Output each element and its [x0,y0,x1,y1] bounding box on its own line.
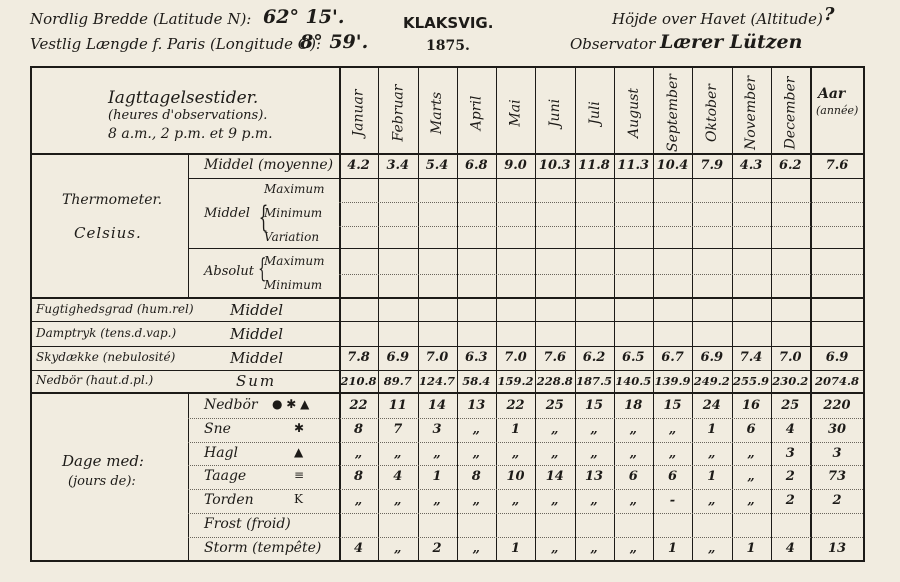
value-cell: 1 [667,540,678,556]
value-cell: 10.3 [538,158,571,173]
cloud-label: Skydække (nebulosité) [36,350,176,364]
value-cell: „ [394,493,402,509]
value-cell: 15 [584,398,604,413]
value-cell: 10.4 [656,158,689,173]
longitude-value: 8° 59'. [300,31,369,53]
month-header [419,72,457,154]
value-cell: „ [629,493,637,509]
value-cell: 13 [584,469,604,485]
month-header [693,72,731,154]
value-cell: 11.3 [617,158,650,173]
value-cell: 2 [832,493,842,509]
month-label: Juli [586,101,603,125]
value-cell: 4 [785,421,795,437]
month-header [458,72,496,154]
precip-label: Nedbör (haut.d.pl.) [36,373,154,387]
value-cell: „ [747,493,755,509]
value-cell: 8 [353,421,364,437]
value-cell: 2 [432,540,442,556]
value-cell: „ [629,421,637,437]
row-divider [188,537,863,538]
value-cell: 1 [432,469,442,485]
value-cell: 6.7 [661,350,684,365]
latitude-value: 62° 15'. [263,6,345,28]
minimum-label: Minimum [264,206,323,220]
month-label: Juni [547,98,564,128]
value-cell: 2 [785,493,795,509]
value-cell: 3 [432,421,442,437]
observer-value: Lærer Lützen [660,31,803,53]
value-cell: 228.8 [536,374,573,388]
month-header [536,72,574,154]
value-cell: 7.9 [700,158,724,173]
value-cell: „ [629,445,637,461]
year-column-sub: (année) [816,104,859,117]
value-cell: 6.9 [700,350,724,365]
value-cell: „ [747,469,755,485]
value-cell: „ [551,445,559,461]
value-cell: 73 [827,469,847,485]
value-cell: 58.4 [462,374,491,388]
vapour-middel: Middel [230,325,284,343]
weather-symbol-icon: ✱ [294,420,305,435]
value-cell: „ [472,540,480,556]
altitude-label: Höjde over Havet (Altitude) [612,10,823,28]
value-cell: 2 [785,469,795,485]
row-divider [188,442,863,443]
value-cell: „ [590,421,598,437]
value-cell: 1 [510,540,521,556]
cloud-middel: Middel [230,349,284,367]
day-row-label: Taage [204,468,247,485]
value-cell: 159.2 [497,374,534,388]
value-cell: „ [668,421,677,437]
variation-label: Variation [264,230,320,244]
value-cell: 6 [667,469,678,485]
row-divider [188,489,863,490]
month-header [733,72,771,154]
row-divider [188,418,863,419]
month-header [576,72,614,154]
meteorological-table [30,66,865,562]
value-cell: 4 [353,540,364,556]
value-cell: 24 [702,398,721,413]
value-cell: „ [394,540,402,556]
value-cell: 7 [393,421,403,437]
year-column-header: Aar [818,86,846,102]
day-row-label: Nedbör [204,397,258,413]
month-header [497,72,535,154]
value-cell: 7.6 [825,158,849,173]
thermometer-label: Thermometer. [62,192,163,208]
value-cell: 7.0 [778,350,802,365]
observation-hours: 8 a.m., 2 p.m. et 9 p.m. [108,126,273,142]
altitude-value: ? [824,4,835,25]
value-cell: 8 [471,469,481,485]
value-cell: 1 [707,421,717,437]
value-cell: 255.9 [732,374,769,388]
day-row-label: Storm (tempête) [204,539,322,556]
value-cell: 3 [785,445,795,461]
month-label: Mai [507,99,524,127]
value-cell: 230.2 [772,374,809,388]
value-cell: 2074.8 [814,374,859,388]
value-cell: 30 [827,421,847,437]
value-cell: „ [708,445,716,461]
value-cell: „ [590,445,598,461]
value-cell: 11 [388,398,407,413]
value-cell: 9.0 [504,158,527,173]
month-label: Februar [390,84,407,142]
day-row-label: Torden [204,492,254,509]
value-cell: 139.9 [654,374,691,388]
value-cell: 7.8 [347,350,370,365]
value-cell: „ [472,493,480,509]
middel-moyenne-label: Middel (moyenne) [204,157,334,173]
precip-sum: Sum [236,372,277,390]
latitude-label: Nordlig Bredde (Latitude N): [30,10,252,28]
value-cell: „ [472,445,480,461]
value-cell: 4 [393,469,403,485]
observer-label: Observator [570,35,656,53]
absolut-label: Absolut [204,264,254,279]
observation-times-title: Iagttagelsestider. [108,88,259,108]
value-cell: 14 [545,469,564,485]
value-cell: 140.5 [615,374,652,388]
value-cell: „ [511,445,520,461]
brace-icon: { [258,200,269,235]
middel-label: Middel [204,206,250,221]
value-cell: „ [354,493,363,509]
month-label: November [743,75,760,151]
value-cell: 14 [427,398,447,413]
value-cell: „ [708,493,716,509]
value-cell: „ [668,445,677,461]
brace-icon: { [258,254,267,284]
value-cell: 6 [746,421,756,437]
value-cell: „ [551,493,559,509]
value-cell: 1 [746,540,756,556]
month-header [654,72,692,154]
value-cell: 1 [707,469,717,485]
station-name: KLAKSVIG. [403,14,494,32]
maximum-label: Maximum [264,182,325,196]
value-cell: „ [394,445,402,461]
minimum-label: Minimum [264,278,323,292]
day-row-label: Hagl [204,444,238,461]
value-cell: 8 [353,469,364,485]
month-header [379,72,417,154]
day-row-label: Sne [204,420,231,437]
month-label: April [468,95,485,131]
value-cell: 210.8 [340,374,377,388]
days-label: Dage med: [62,452,144,470]
value-cell: 13 [827,540,847,556]
value-cell: 3.4 [386,158,410,173]
value-cell: 13 [467,398,486,413]
value-cell: - [669,493,676,509]
value-cell: 25 [781,398,800,413]
value-cell: „ [590,540,598,556]
year: 1875. [426,38,470,54]
maximum-label: Maximum [264,254,325,268]
value-cell: 10 [506,469,525,485]
value-cell: 16 [741,398,761,413]
month-header [340,72,378,154]
value-cell: 6.8 [464,158,488,173]
value-cell: 18 [624,398,643,413]
value-cell: „ [590,493,598,509]
value-cell: 6.3 [464,350,488,365]
value-cell: „ [708,540,716,556]
value-cell: 4.2 [347,158,370,173]
value-cell: 15 [663,398,682,413]
jours-label: (jours de): [68,474,136,489]
day-row-label: Frost (froid) [204,516,291,532]
weather-symbol-icon: K [294,492,303,507]
value-cell: 6.2 [778,158,802,173]
month-header [615,72,653,154]
value-cell: 124.7 [418,374,455,388]
value-cell: 6.5 [621,350,645,365]
value-cell: 7.4 [739,350,763,365]
value-cell: 25 [545,398,564,413]
value-cell: 187.5 [575,374,612,388]
value-cell: 5.4 [425,158,449,173]
value-cell: 7.6 [543,350,567,365]
value-cell: 22 [349,398,368,413]
value-cell: 22 [506,398,525,413]
humidity-middel: Middel [230,301,284,319]
value-cell: 7.0 [425,350,449,365]
weather-symbol-icon: ● ✱ ▲ [272,397,310,411]
value-cell: 1 [510,421,521,437]
vapour-label: Damptryk (tens.d.vap.) [36,326,177,340]
humidity-label: Fugtighedsgrad (hum.rel) [36,302,194,316]
weather-symbol-icon: ≡ [294,468,305,483]
col-divider [188,155,189,297]
value-cell: „ [511,493,520,509]
weather-symbol-icon: ▲ [294,444,304,459]
value-cell: 6 [628,469,638,485]
value-cell: 7.0 [504,350,527,365]
month-label: Oktober [704,84,721,142]
month-label: August [625,88,642,138]
value-cell: 4.3 [739,158,763,173]
value-cell: 6.9 [825,350,849,365]
value-cell: 6.2 [582,350,606,365]
value-cell: 220 [823,398,851,413]
longitude-label: Vestlig Længde f. Paris (Longitude O): [30,35,321,53]
celsius-label: Celsius. [74,224,142,242]
value-cell: „ [433,445,441,461]
month-header [772,72,810,154]
row-divider [188,465,863,466]
value-cell: „ [551,421,559,437]
value-cell: 249.2 [693,374,730,388]
value-cell: „ [747,445,755,461]
value-cell: 6.9 [386,350,410,365]
month-label: September [665,74,681,152]
observation-times-subtitle: (heures d'observations). [108,108,268,123]
month-label: Marts [429,91,446,135]
value-cell: „ [629,540,637,556]
value-cell: „ [472,421,480,437]
value-cell: „ [551,540,559,556]
value-cell: 4 [785,540,795,556]
value-cell: 3 [832,445,842,461]
month-label: Januar [351,89,367,137]
value-cell: „ [354,445,363,461]
month-label: December [782,76,799,150]
value-cell: „ [433,493,441,509]
col-divider [810,68,812,560]
row-divider [188,513,863,514]
value-cell: 11.8 [578,158,610,173]
value-cell: 89.7 [383,374,412,388]
